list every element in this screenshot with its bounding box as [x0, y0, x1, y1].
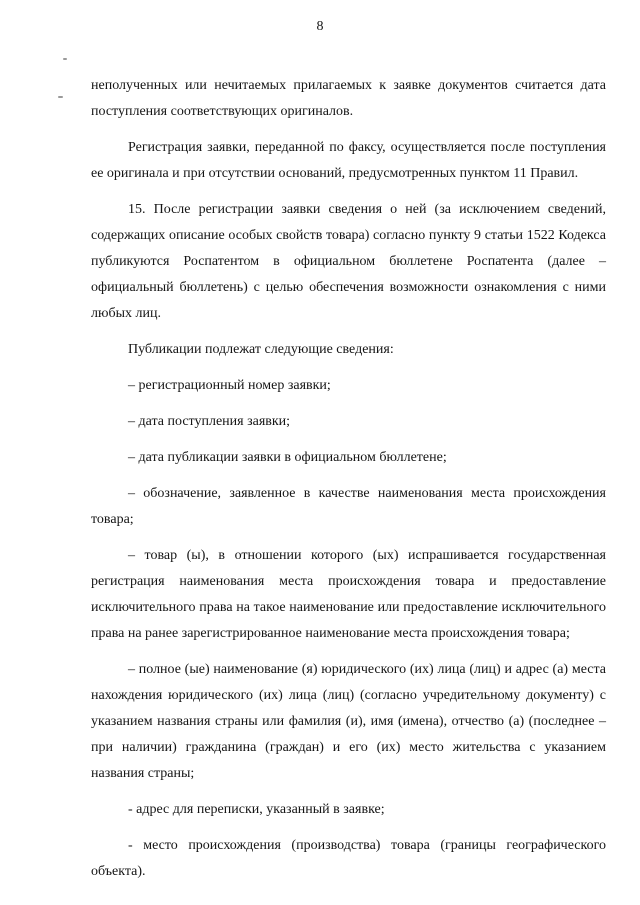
list-item-place-of-origin: - место происхождения (производства) товара (границы географического объекта). [91, 838, 606, 879]
page-number: 8 [316, 19, 324, 34]
paragraph-continuation: неполученных или нечитаемых прилагаемых к заявке документов считается дата поступления соответствующих оригиналов. [91, 78, 606, 119]
scan-artifact-mark [63, 58, 67, 60]
paragraph-publication-intro: Публикации подлежат следующие сведения: [128, 342, 394, 357]
list-item-registration-number: – регистрационный номер заявки; [128, 378, 331, 393]
list-item-designation: – обозначение, заявленное в качестве наименования места происхождения товара; [91, 486, 606, 527]
list-item-goods: – товар (ы), в отношении которого (ых) испрашивается государственная регистрация наименования места происхождения товара и предоставление исключительного права на такое наименование или предоставление исключительного права на ранее зарегистрированное наименование места происхождения товара; [91, 548, 606, 641]
list-item-correspondence-address: - адрес для переписки, указанный в заявке; [128, 802, 385, 817]
paragraph-item-15: 15. После регистрации заявки сведения о ней (за исключением сведений, содержащих описание особых свойств товара) согласно пункту 9 статьи 1522 Кодекса публикуются Роспатентом в официальном бюллетене Роспатента (далее – официальный бюллетень) с целью обеспечения возможности ознакомления с ними любых лиц. [91, 202, 606, 321]
list-item-applicant: – полное (ые) наименование (я) юридического (их) лица (лиц) и адрес (а) места нахождения юридического (их) лица (лиц) (согласно учредительному документу) с указанием названия страны или фамилия (и), имя (имена), отчество (а) (последнее – при наличии) гражданина (граждан) и его (их) место жительства с указанием названия страны; [91, 662, 606, 781]
document-body [91, 73, 606, 885]
paragraph-fax-registration: Регистрация заявки, переданной по факсу, осуществляется после поступления ее оригинала и при отсутствии оснований, предусмотренных пунктом 11 Правил. [91, 140, 606, 181]
scan-artifact-mark [58, 96, 63, 98]
list-item-receipt-date: – дата поступления заявки; [128, 414, 291, 429]
list-item-publication-date: – дата публикации заявки в официальном бюллетене; [128, 450, 447, 465]
